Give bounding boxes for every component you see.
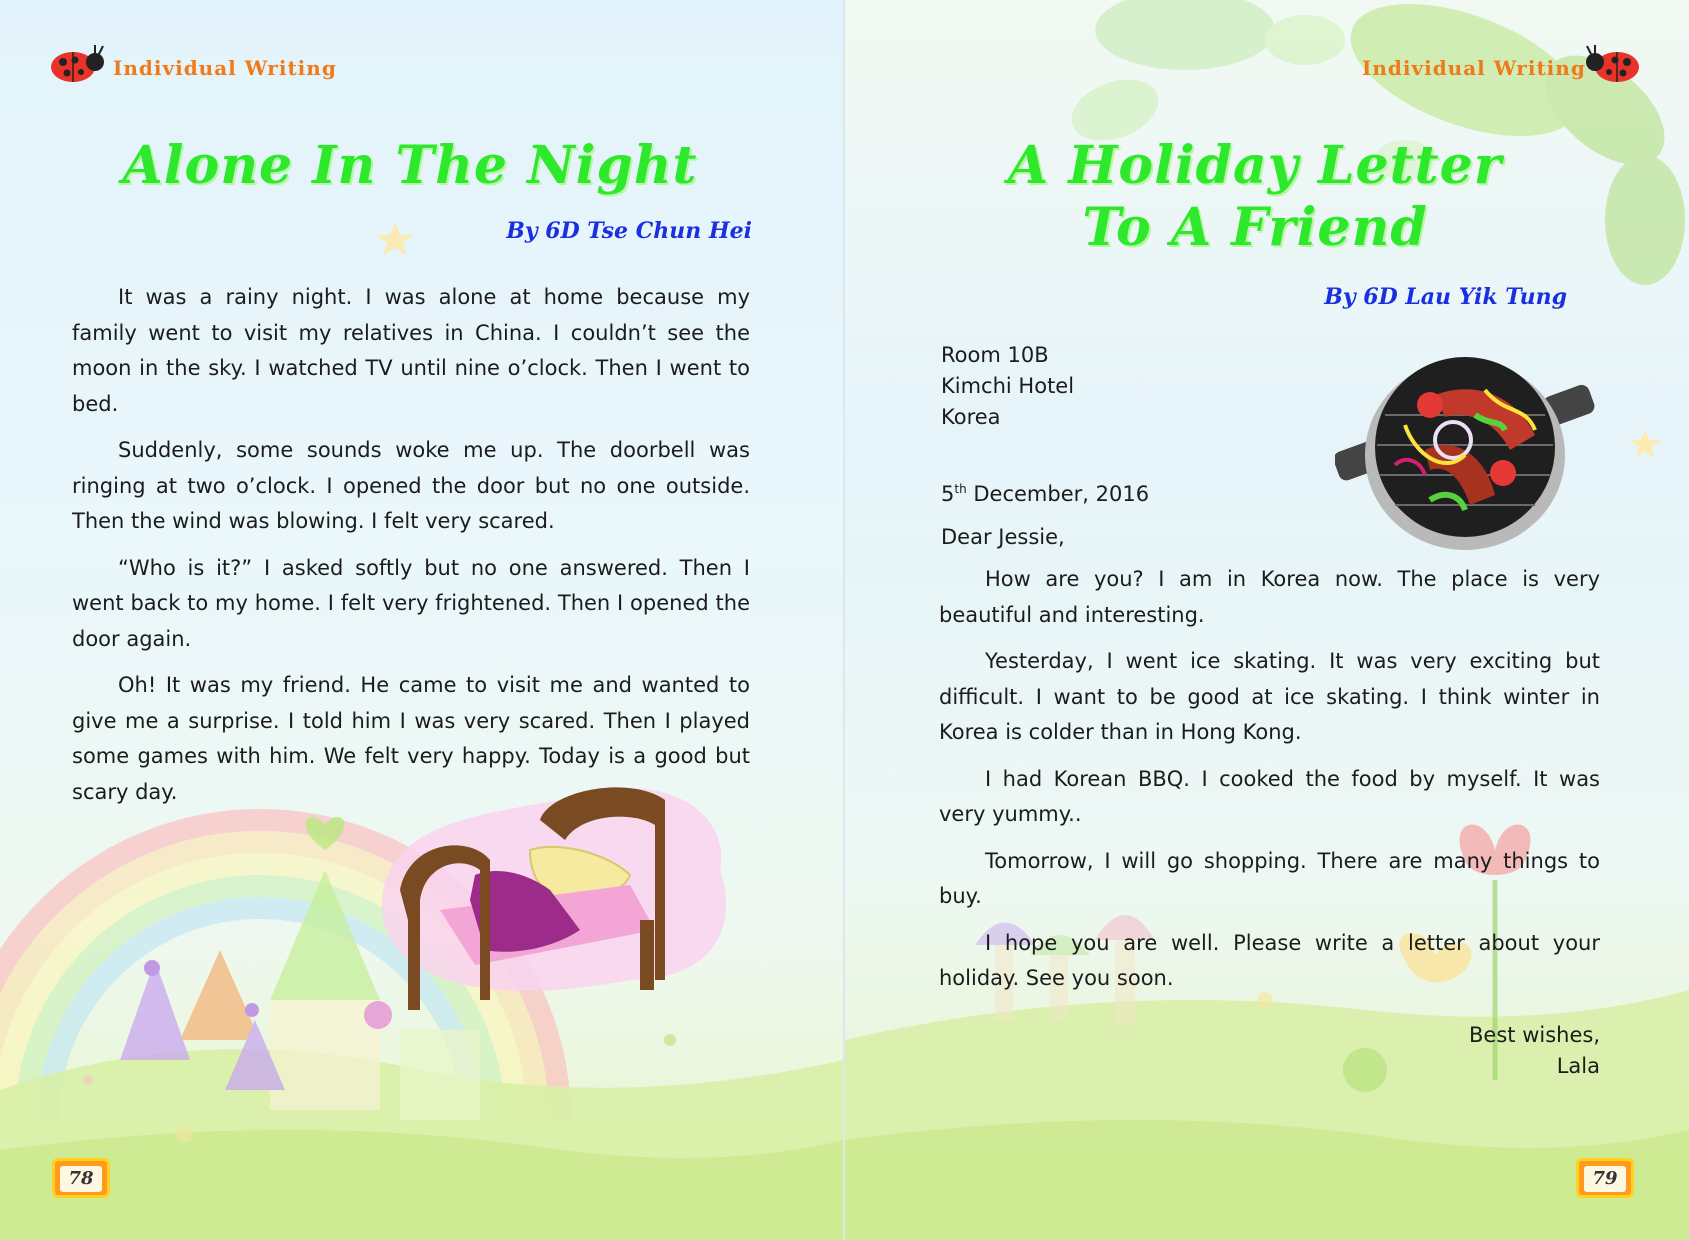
address-line: Korea <box>941 405 1001 429</box>
letter-address <box>941 340 1074 433</box>
section-header: Individual Writing <box>113 56 337 80</box>
paragraph: Yesterday, I went ice skating. It was very exciting but difficult. I want to be good at ice skating. I think winter in Korea is colder than in Hong Kong. <box>939 649 1600 744</box>
page-number: 78 <box>60 1166 102 1192</box>
bbq-grill-illustration <box>1335 355 1595 555</box>
bed-illustration <box>380 780 760 1020</box>
date-day: 5 <box>941 482 955 506</box>
ladybug-icon <box>1583 42 1645 86</box>
date-rest: December, 2016 <box>966 482 1150 506</box>
paragraph: How are you? I am in Korea now. The place is very beautiful and interesting. <box>939 567 1600 627</box>
story-body <box>72 280 750 821</box>
paragraph: “Who is it?” I asked softly but no one answered. Then I went back to my home. I felt very frightened. Then I opened the door again. <box>72 555 750 651</box>
paragraph: It was a rainy night. I was alone at home because my family went to visit my relatives in China. I couldn’t see the moon in the sky. I watched TV until nine o’clock. Then I went to bed. <box>72 285 750 416</box>
address-line: Room 10B <box>941 343 1049 367</box>
right-page <box>845 0 1689 1240</box>
letter-date <box>941 474 1149 510</box>
letter-body <box>939 562 1600 1008</box>
page-number: 79 <box>1584 1166 1626 1192</box>
letter-title-line1: A Holiday Letter <box>1007 135 1503 196</box>
closing-line: Best wishes, <box>1469 1023 1600 1047</box>
letter-byline: By 6D Lau Yik Tung <box>1324 284 1567 310</box>
section-header: Individual Writing <box>1362 56 1586 80</box>
date-suffix: th <box>954 482 967 496</box>
signature: Lala <box>1556 1054 1600 1078</box>
paragraph: Oh! It was my friend. He came to visit me and wanted to give me a surprise. I told him I was very scared. Then I played some games with him. We felt very happy. Today is a good but scary day. <box>72 673 750 804</box>
paragraph: Suddenly, some sounds woke me up. The doorbell was ringing at two o’clock. I opened the door but no one outside. Then the wind was blowing. I felt very scared. <box>72 438 750 533</box>
letter-title-line2: To A Friend <box>1082 197 1428 258</box>
page-number-badge <box>48 1154 114 1204</box>
page-number-badge <box>1572 1154 1638 1204</box>
left-page <box>0 0 844 1240</box>
paragraph: I had Korean BBQ. I cooked the food by myself. It was very yummy.. <box>939 766 1600 826</box>
story-byline: By 6D Tse Chun Hei <box>506 218 752 244</box>
letter-closing <box>1245 1020 1600 1082</box>
paragraph: I hope you are well. Please write a letter about your holiday. See you soon. <box>939 930 1600 990</box>
story-title: Alone In The Night <box>122 135 698 196</box>
ladybug-icon <box>45 42 107 86</box>
address-line: Kimchi Hotel <box>941 374 1075 398</box>
paragraph: Tomorrow, I will go shopping. There are many things to buy. <box>939 848 1600 908</box>
letter-salutation: Dear Jessie, <box>941 525 1065 549</box>
